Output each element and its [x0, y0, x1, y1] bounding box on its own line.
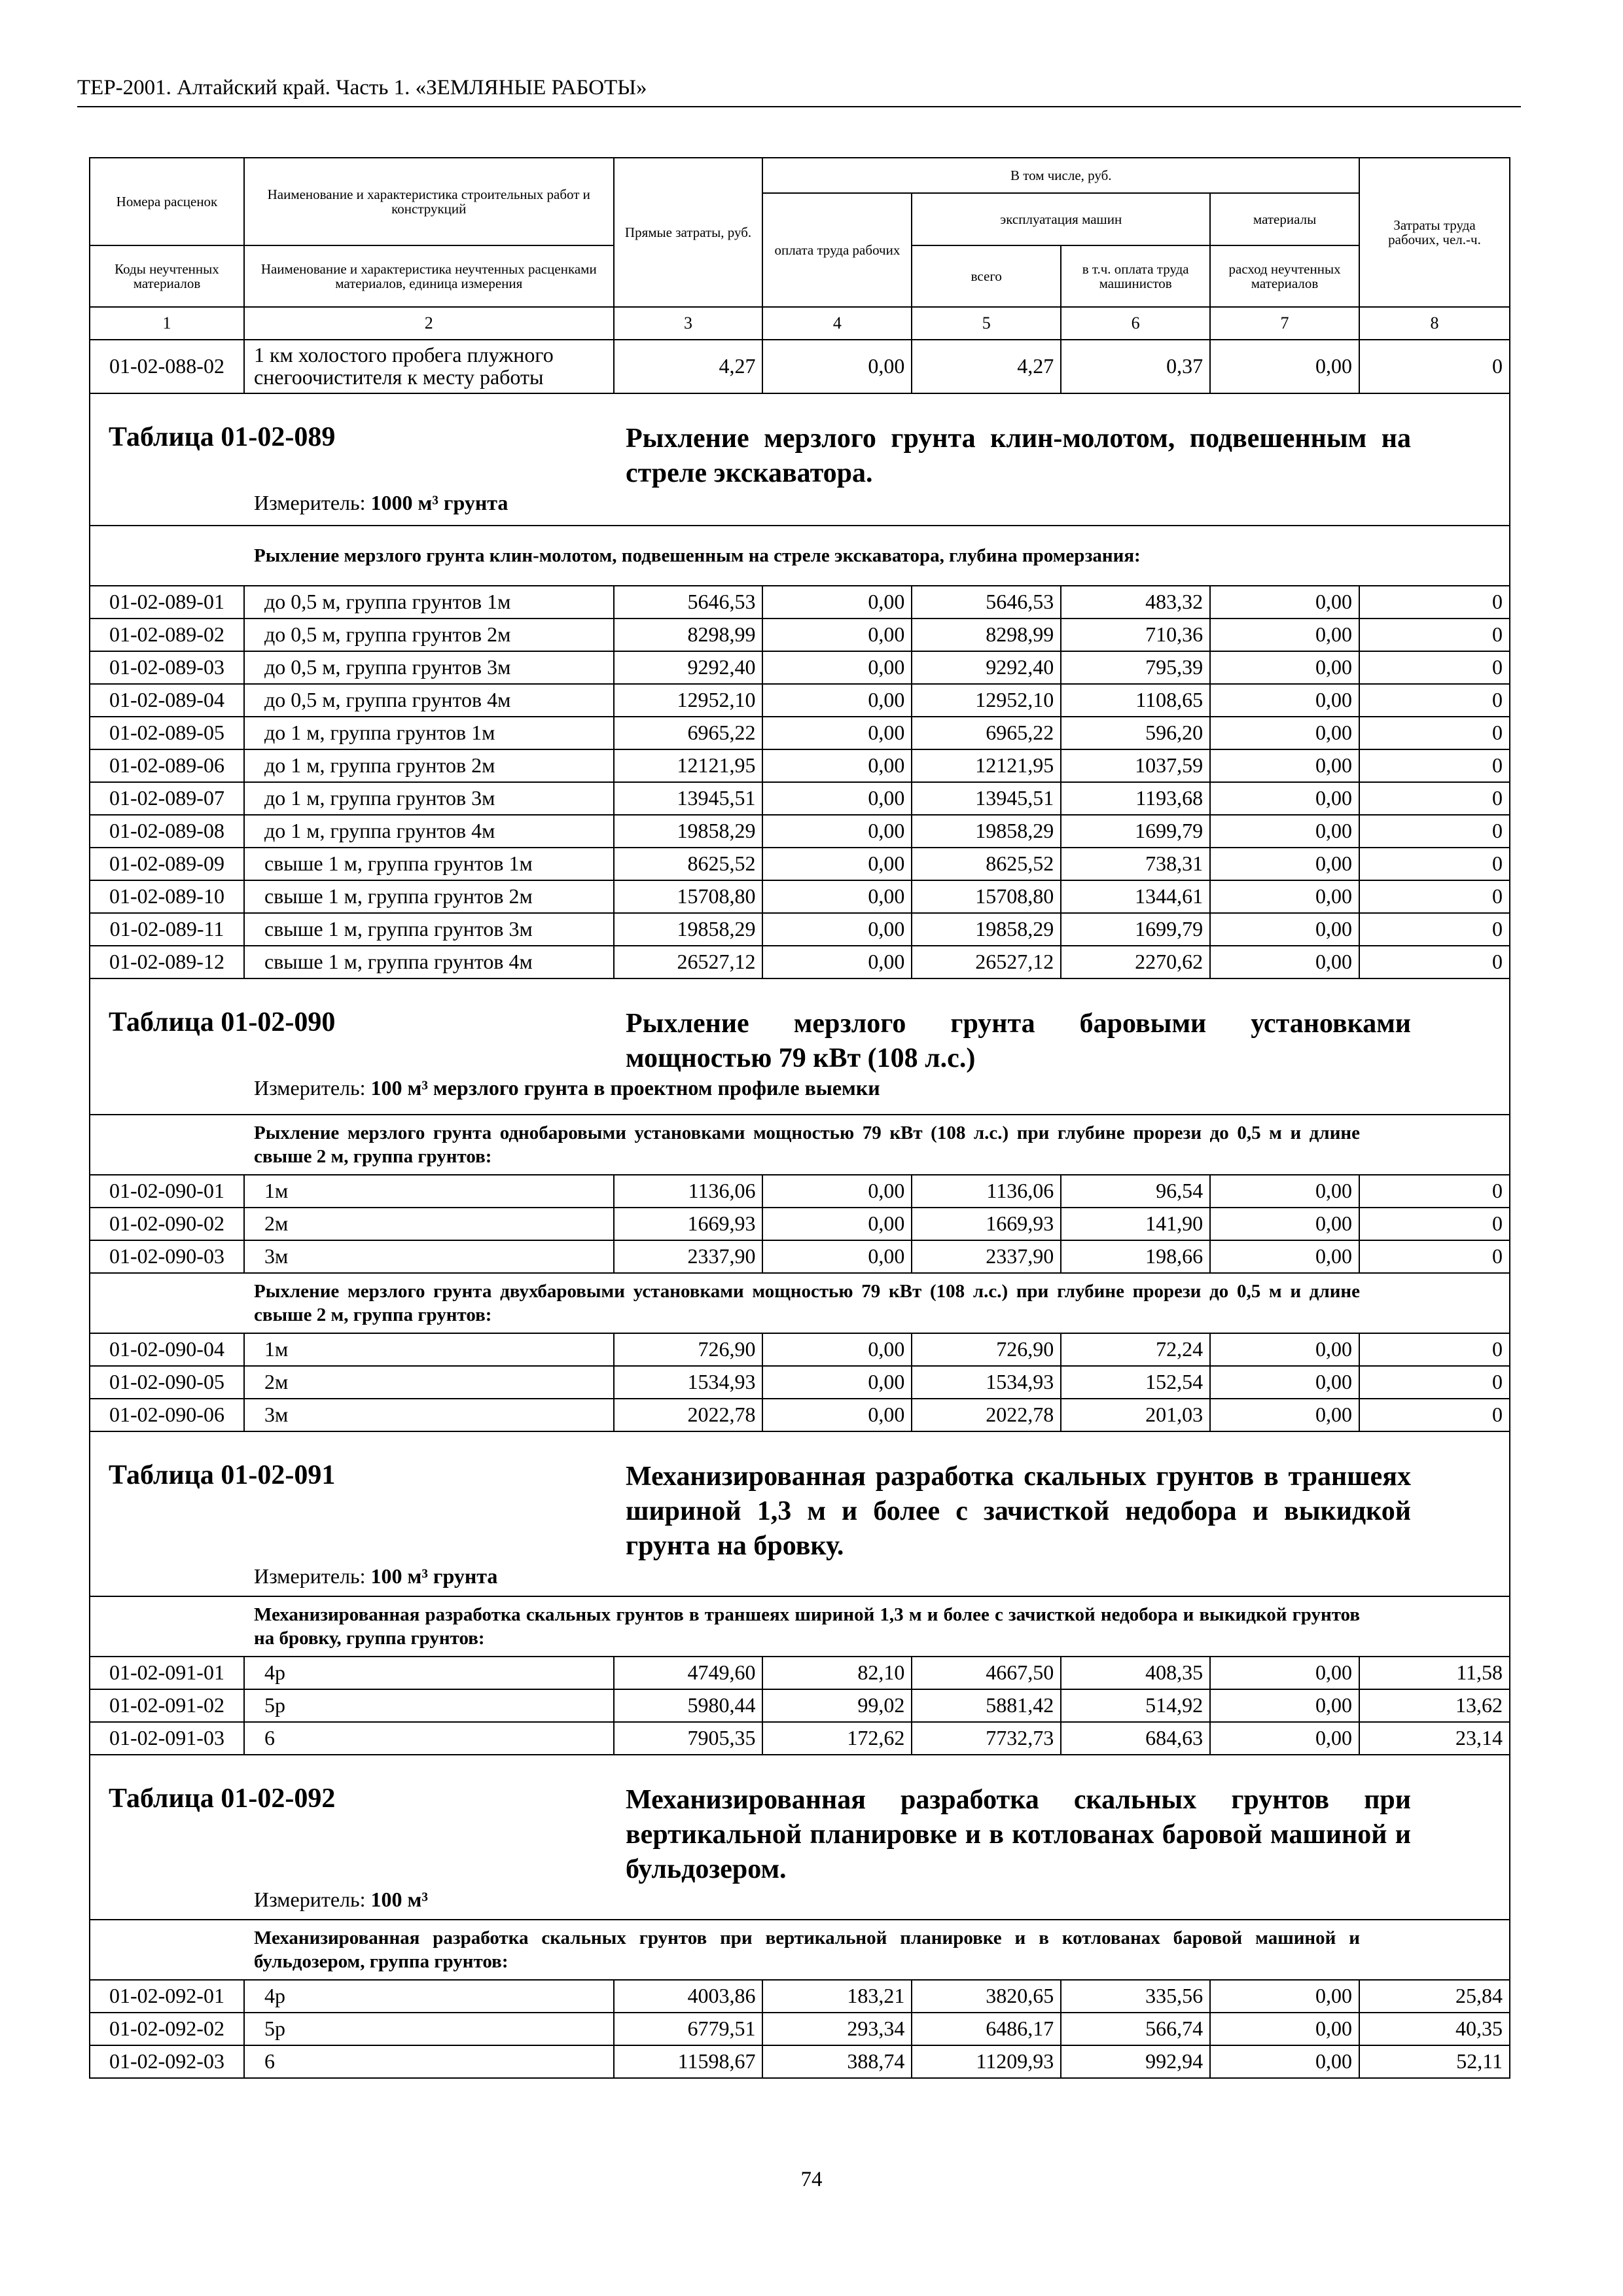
labor-hours: 0 — [1359, 749, 1510, 782]
materials-cost: 0,00 — [1210, 717, 1359, 749]
materials-cost: 0,00 — [1210, 1657, 1359, 1689]
labor-hours: 0 — [1359, 1366, 1510, 1399]
machine-cost: 26527,12 — [912, 946, 1061, 978]
table-row — [90, 1333, 1510, 1366]
rate-code: 01-02-091-03 — [90, 1722, 244, 1755]
rate-description: до 0,5 м, группа грунтов 4м — [244, 684, 614, 717]
rate-code: 01-02-091-01 — [90, 1657, 244, 1689]
materials-cost: 0,00 — [1210, 880, 1359, 913]
rate-code: 01-02-090-03 — [90, 1240, 244, 1273]
labor-cost: 99,02 — [762, 1689, 912, 1722]
direct-cost: 6779,51 — [614, 2013, 763, 2045]
materials-cost: 0,00 — [1210, 782, 1359, 815]
materials-cost: 0,00 — [1210, 1399, 1359, 1431]
machine-cost: 8625,52 — [912, 848, 1061, 880]
machine-cost: 726,90 — [912, 1333, 1061, 1366]
machine-cost: 8298,99 — [912, 619, 1061, 651]
direct-cost: 11598,67 — [614, 2045, 763, 2078]
measure-value: 100 м³ мерзлого грунта в проектном профиле выемки — [370, 1076, 880, 1100]
machine-cost: 4,27 — [912, 340, 1061, 393]
rate-description: до 1 м, группа грунтов 3м — [244, 782, 614, 815]
table-row — [90, 1689, 1510, 1722]
rate-code: 01-02-090-04 — [90, 1333, 244, 1366]
col-labor-hours-header: Затраты труда рабочих, чел.-ч. — [1359, 158, 1510, 307]
table-row — [90, 586, 1510, 619]
labor-hours: 0 — [1359, 946, 1510, 978]
direct-cost: 8298,99 — [614, 619, 763, 651]
direct-cost: 8625,52 — [614, 848, 763, 880]
measure-unit — [254, 1564, 497, 1588]
labor-hours: 0 — [1359, 717, 1510, 749]
materials-cost: 0,00 — [1210, 913, 1359, 946]
materials-cost: 0,00 — [1210, 1240, 1359, 1273]
column-number: 8 — [1359, 307, 1510, 340]
group-header-row — [90, 1115, 1510, 1175]
rate-description: 2м — [244, 1208, 614, 1240]
direct-cost: 15708,80 — [614, 880, 763, 913]
machine-cost: 15708,80 — [912, 880, 1061, 913]
materials-cost: 0,00 — [1210, 340, 1359, 393]
machinist-labor-cost: 514,92 — [1061, 1689, 1210, 1722]
machinist-labor-cost: 1699,79 — [1061, 815, 1210, 848]
table-row — [90, 651, 1510, 684]
machine-cost: 11209,93 — [912, 2045, 1061, 2078]
rate-code: 01-02-090-02 — [90, 1208, 244, 1240]
labor-hours: 0 — [1359, 815, 1510, 848]
header-rule — [77, 106, 1521, 107]
group-header-text: Рыхление мерзлого грунта однобаровыми установками мощностью 79 кВт (108 л.с.) при глубине прорези до 0,5 м и длине свыше 2 м, группа грунтов: — [254, 1122, 1360, 1167]
machinist-labor-cost: 1193,68 — [1061, 782, 1210, 815]
rate-code: 01-02-088-02 — [90, 340, 244, 393]
measure-unit — [254, 1888, 428, 1912]
rate-code: 01-02-089-12 — [90, 946, 244, 978]
col-mat-usage-header: расход неучтенных материалов — [1210, 245, 1359, 307]
table-row — [90, 782, 1510, 815]
machinist-labor-cost: 141,90 — [1061, 1208, 1210, 1240]
page-header-title: ТЕР-2001. Алтайский край. Часть 1. «ЗЕМЛЯНЫЕ РАБОТЫ» — [77, 76, 647, 99]
materials-cost: 0,00 — [1210, 815, 1359, 848]
machine-cost: 1669,93 — [912, 1208, 1061, 1240]
rate-code: 01-02-090-05 — [90, 1366, 244, 1399]
measure-unit — [254, 491, 508, 515]
rate-description: 1м — [244, 1175, 614, 1208]
col-materials-header: материалы — [1210, 193, 1359, 245]
page-number: 74 — [800, 2168, 823, 2191]
machine-cost: 1534,93 — [912, 1366, 1061, 1399]
labor-hours: 11,58 — [1359, 1657, 1510, 1689]
labor-cost: 0,00 — [762, 1366, 912, 1399]
column-number: 3 — [614, 307, 763, 340]
rate-description: 6 — [244, 2045, 614, 2078]
table-089-rows — [90, 586, 1510, 978]
col-mat-names-header: Наименование и характеристика неучтенных расценками материалов, единица измерения — [244, 245, 614, 307]
group-header-text: Механизированная разработка скальных грунтов при вертикальной планировке и в котлованах баровой машиной и бульдозером, группа грунтов: — [254, 1927, 1360, 1972]
rate-code: 01-02-092-02 — [90, 2013, 244, 2045]
rate-code: 01-02-090-01 — [90, 1175, 244, 1208]
labor-hours: 0 — [1359, 1333, 1510, 1366]
machinist-labor-cost: 335,56 — [1061, 1980, 1210, 2013]
rate-code: 01-02-092-03 — [90, 2045, 244, 2078]
table-row — [90, 1366, 1510, 1399]
direct-cost: 26527,12 — [614, 946, 763, 978]
machine-cost: 7732,73 — [912, 1722, 1061, 1755]
labor-hours: 0 — [1359, 1399, 1510, 1431]
group-header-row — [90, 1920, 1510, 1980]
direct-cost: 6965,22 — [614, 717, 763, 749]
materials-cost: 0,00 — [1210, 1980, 1359, 2013]
machinist-labor-cost: 198,66 — [1061, 1240, 1210, 1273]
machinist-labor-cost: 710,36 — [1061, 619, 1210, 651]
labor-cost: 82,10 — [762, 1657, 912, 1689]
machinist-labor-cost: 483,32 — [1061, 586, 1210, 619]
machinist-labor-cost: 738,31 — [1061, 848, 1210, 880]
materials-cost: 0,00 — [1210, 2013, 1359, 2045]
column-number: 2 — [244, 307, 614, 340]
group-header-row — [90, 1596, 1510, 1657]
measure-label: Измеритель: — [254, 1076, 366, 1100]
table-row — [90, 1980, 1510, 2013]
machine-cost: 9292,40 — [912, 651, 1061, 684]
table-row — [90, 1175, 1510, 1208]
col-mach-labor-header: в т.ч. оплата труда машинистов — [1061, 245, 1210, 307]
table-090-rows-2 — [90, 1333, 1510, 1431]
labor-cost: 0,00 — [762, 717, 912, 749]
labor-cost: 0,00 — [762, 1333, 912, 1366]
direct-cost: 2022,78 — [614, 1399, 763, 1431]
rate-code: 01-02-089-06 — [90, 749, 244, 782]
table-section-header — [90, 1755, 1510, 1920]
rate-description: свыше 1 м, группа грунтов 4м — [244, 946, 614, 978]
labor-hours: 0 — [1359, 651, 1510, 684]
measure-value: 100 м³ грунта — [370, 1564, 498, 1588]
group-header-text: Механизированная разработка скальных грунтов в траншеях шириной 1,3 м и более с зачисткой недобора и выкидкой грунтов на бровку, группа грунтов: — [254, 1604, 1360, 1649]
direct-cost: 19858,29 — [614, 815, 763, 848]
table-row — [90, 619, 1510, 651]
machinist-labor-cost: 1344,61 — [1061, 880, 1210, 913]
labor-cost: 0,00 — [762, 684, 912, 717]
machine-cost: 5646,53 — [912, 586, 1061, 619]
machine-cost: 12952,10 — [912, 684, 1061, 717]
table-row — [90, 1208, 1510, 1240]
col-mat-codes-header: Коды неучтенных материалов — [90, 245, 244, 307]
direct-cost: 12121,95 — [614, 749, 763, 782]
machine-cost: 19858,29 — [912, 913, 1061, 946]
table-number: Таблица 01-02-091 — [109, 1460, 336, 1490]
labor-cost: 0,00 — [762, 619, 912, 651]
labor-cost: 0,00 — [762, 1175, 912, 1208]
labor-hours: 0 — [1359, 619, 1510, 651]
table-number: Таблица 01-02-092 — [109, 1784, 336, 1814]
rate-code: 01-02-089-10 — [90, 880, 244, 913]
labor-cost: 0,00 — [762, 1240, 912, 1273]
labor-cost: 183,21 — [762, 1980, 912, 2013]
machine-cost: 4667,50 — [912, 1657, 1061, 1689]
materials-cost: 0,00 — [1210, 1333, 1359, 1366]
rate-code: 01-02-089-07 — [90, 782, 244, 815]
measure-label: Измеритель: — [254, 1564, 366, 1588]
labor-cost: 0,00 — [762, 913, 912, 946]
table-row — [90, 340, 1510, 393]
rate-code: 01-02-089-01 — [90, 586, 244, 619]
machinist-labor-cost: 72,24 — [1061, 1333, 1210, 1366]
table-row — [90, 880, 1510, 913]
col-rate-no-header: Номера расценок — [90, 158, 244, 245]
table-header — [90, 158, 1510, 340]
table-number: Таблица 01-02-090 — [109, 1007, 336, 1037]
materials-cost: 0,00 — [1210, 946, 1359, 978]
rate-description: 3м — [244, 1240, 614, 1273]
table-row — [90, 946, 1510, 978]
direct-cost: 4003,86 — [614, 1980, 763, 2013]
rate-code: 01-02-090-06 — [90, 1399, 244, 1431]
labor-hours: 13,62 — [1359, 1689, 1510, 1722]
table-row — [90, 1657, 1510, 1689]
rate-code: 01-02-089-09 — [90, 848, 244, 880]
rate-code: 01-02-089-02 — [90, 619, 244, 651]
direct-cost: 9292,40 — [614, 651, 763, 684]
labor-cost: 0,00 — [762, 651, 912, 684]
labor-cost: 0,00 — [762, 1399, 912, 1431]
labor-cost: 0,00 — [762, 880, 912, 913]
table-090-rows-1 — [90, 1175, 1510, 1273]
machine-cost: 6965,22 — [912, 717, 1061, 749]
column-number: 5 — [912, 307, 1061, 340]
materials-cost: 0,00 — [1210, 749, 1359, 782]
machine-cost: 2022,78 — [912, 1399, 1061, 1431]
rate-description: 1м — [244, 1333, 614, 1366]
rate-description: 4р — [244, 1980, 614, 2013]
rate-code: 01-02-089-11 — [90, 913, 244, 946]
rate-description: 5р — [244, 2013, 614, 2045]
labor-hours: 0 — [1359, 1240, 1510, 1273]
materials-cost: 0,00 — [1210, 1208, 1359, 1240]
table-row — [90, 749, 1510, 782]
materials-cost: 0,00 — [1210, 1689, 1359, 1722]
col-direct-header: Прямые затраты, руб. — [614, 158, 763, 307]
measure-value: 1000 м³ грунта — [370, 491, 508, 514]
materials-cost: 0,00 — [1210, 848, 1359, 880]
table-row — [90, 2045, 1510, 2078]
machinist-labor-cost: 152,54 — [1061, 1366, 1210, 1399]
column-number: 7 — [1210, 307, 1359, 340]
machine-cost: 19858,29 — [912, 815, 1061, 848]
machinist-labor-cost: 992,94 — [1061, 2045, 1210, 2078]
table-number: Таблица 01-02-089 — [109, 422, 336, 452]
labor-hours: 0 — [1359, 782, 1510, 815]
materials-cost: 0,00 — [1210, 684, 1359, 717]
table-section-header — [90, 1431, 1510, 1596]
materials-cost: 0,00 — [1210, 1722, 1359, 1755]
direct-cost: 5646,53 — [614, 586, 763, 619]
machinist-labor-cost: 408,35 — [1061, 1657, 1210, 1689]
group-header-row — [90, 526, 1510, 586]
direct-cost: 2337,90 — [614, 1240, 763, 1273]
labor-hours: 0 — [1359, 1208, 1510, 1240]
direct-cost: 7905,35 — [614, 1722, 763, 1755]
labor-hours: 0 — [1359, 880, 1510, 913]
group-header-row — [90, 1273, 1510, 1333]
measure-value: 100 м³ — [370, 1888, 428, 1911]
column-numbers-row — [90, 307, 1510, 340]
labor-hours: 0 — [1359, 684, 1510, 717]
machinist-labor-cost: 596,20 — [1061, 717, 1210, 749]
labor-hours: 0 — [1359, 1175, 1510, 1208]
labor-cost: 0,00 — [762, 946, 912, 978]
rate-description: свыше 1 м, группа грунтов 3м — [244, 913, 614, 946]
machinist-labor-cost: 566,74 — [1061, 2013, 1210, 2045]
table-row — [90, 2013, 1510, 2045]
table-092-rows — [90, 1980, 1510, 2078]
table-section-header — [90, 393, 1510, 526]
direct-cost: 12952,10 — [614, 684, 763, 717]
group-header-text: Рыхление мерзлого грунта клин-молотом, подвешенным на стреле экскаватора, глубина промерзания: — [254, 545, 1141, 566]
rate-code: 01-02-089-03 — [90, 651, 244, 684]
machinist-labor-cost: 0,37 — [1061, 340, 1210, 393]
col-machines-header: эксплуатация машин — [912, 193, 1210, 245]
machine-cost: 2337,90 — [912, 1240, 1061, 1273]
table-row — [90, 1240, 1510, 1273]
labor-cost: 0,00 — [762, 782, 912, 815]
col-labor-header: оплата труда рабочих — [762, 193, 912, 307]
direct-cost: 19858,29 — [614, 913, 763, 946]
labor-cost: 0,00 — [762, 340, 912, 393]
direct-cost: 13945,51 — [614, 782, 763, 815]
labor-hours: 25,84 — [1359, 1980, 1510, 2013]
rate-description: до 1 м, группа грунтов 1м — [244, 717, 614, 749]
labor-cost: 388,74 — [762, 2045, 912, 2078]
table-title: Механизированная разработка скальных грунтов при вертикальной планировке и в котлованах баровой машиной и бульдозером. — [626, 1785, 1411, 1884]
materials-cost: 0,00 — [1210, 651, 1359, 684]
machine-cost: 3820,65 — [912, 1980, 1061, 2013]
rate-description: 1 км холостого пробега плужного снегоочистителя к месту работы — [244, 340, 614, 393]
table-title: Рыхление мерзлого грунта клин-молотом, подвешенным на стреле экскаватора. — [626, 423, 1411, 488]
labor-hours: 0 — [1359, 913, 1510, 946]
labor-hours: 0 — [1359, 848, 1510, 880]
labor-hours: 52,11 — [1359, 2045, 1510, 2078]
col-including-header: В том числе, руб. — [762, 158, 1359, 193]
column-number: 6 — [1061, 307, 1210, 340]
table-title: Рыхление мерзлого грунта баровыми установками мощностью 79 кВт (108 л.с.) — [626, 1009, 1411, 1073]
machinist-labor-cost: 1699,79 — [1061, 913, 1210, 946]
rate-description: 3м — [244, 1399, 614, 1431]
rate-description: свыше 1 м, группа грунтов 2м — [244, 880, 614, 913]
rate-description: до 1 м, группа грунтов 4м — [244, 815, 614, 848]
machine-cost: 13945,51 — [912, 782, 1061, 815]
labor-hours: 23,14 — [1359, 1722, 1510, 1755]
table-section-header — [90, 978, 1510, 1115]
measure-label: Измеритель: — [254, 491, 366, 514]
labor-hours: 0 — [1359, 340, 1510, 393]
machine-cost: 6486,17 — [912, 2013, 1061, 2045]
rate-description: до 0,5 м, группа грунтов 3м — [244, 651, 614, 684]
machine-cost: 1136,06 — [912, 1175, 1061, 1208]
machinist-labor-cost: 1037,59 — [1061, 749, 1210, 782]
table-row — [90, 815, 1510, 848]
direct-cost: 726,90 — [614, 1333, 763, 1366]
labor-cost: 0,00 — [762, 815, 912, 848]
table-row — [90, 684, 1510, 717]
materials-cost: 0,00 — [1210, 619, 1359, 651]
table-row — [90, 913, 1510, 946]
machinist-labor-cost: 96,54 — [1061, 1175, 1210, 1208]
direct-cost: 4,27 — [614, 340, 763, 393]
labor-hours: 40,35 — [1359, 2013, 1510, 2045]
rate-code: 01-02-089-05 — [90, 717, 244, 749]
labor-hours: 0 — [1359, 586, 1510, 619]
labor-cost: 0,00 — [762, 749, 912, 782]
direct-cost: 1534,93 — [614, 1366, 763, 1399]
materials-cost: 0,00 — [1210, 586, 1359, 619]
machinist-labor-cost: 795,39 — [1061, 651, 1210, 684]
rates-table — [89, 157, 1510, 2079]
labor-cost: 293,34 — [762, 2013, 912, 2045]
direct-cost: 1669,93 — [614, 1208, 763, 1240]
rate-description: до 1 м, группа грунтов 2м — [244, 749, 614, 782]
machine-cost: 5881,42 — [912, 1689, 1061, 1722]
table-091-rows — [90, 1657, 1510, 1755]
machinist-labor-cost: 201,03 — [1061, 1399, 1210, 1431]
rate-description: свыше 1 м, группа грунтов 1м — [244, 848, 614, 880]
rate-description: 5р — [244, 1689, 614, 1722]
rate-description: 6 — [244, 1722, 614, 1755]
group-header-text: Рыхление мерзлого грунта двухбаровыми установками мощностью 79 кВт (108 л.с.) при глубине прорези до 0,5 м и длине свыше 2 м, группа грунтов: — [254, 1280, 1360, 1325]
rate-code: 01-02-091-02 — [90, 1689, 244, 1722]
rate-code: 01-02-089-04 — [90, 684, 244, 717]
table-title: Механизированная разработка скальных грунтов в траншеях шириной 1,3 м и более с зачисткой недобора и выкидкой грунта на бровку. — [626, 1462, 1411, 1561]
materials-cost: 0,00 — [1210, 2045, 1359, 2078]
column-number: 4 — [762, 307, 912, 340]
machinist-labor-cost: 684,63 — [1061, 1722, 1210, 1755]
labor-cost: 0,00 — [762, 1208, 912, 1240]
rate-description: 4р — [244, 1657, 614, 1689]
rate-code: 01-02-089-08 — [90, 815, 244, 848]
table-row — [90, 717, 1510, 749]
col-name-header: Наименование и характеристика строительных работ и конструкций — [244, 158, 614, 245]
direct-cost: 4749,60 — [614, 1657, 763, 1689]
table-row — [90, 1399, 1510, 1431]
direct-cost: 5980,44 — [614, 1689, 763, 1722]
machinist-labor-cost: 1108,65 — [1061, 684, 1210, 717]
measure-unit — [254, 1076, 880, 1100]
table-row — [90, 848, 1510, 880]
measure-label: Измеритель: — [254, 1888, 366, 1911]
machine-cost: 12121,95 — [912, 749, 1061, 782]
rate-description: до 0,5 м, группа грунтов 1м — [244, 586, 614, 619]
direct-cost: 1136,06 — [614, 1175, 763, 1208]
labor-cost: 0,00 — [762, 848, 912, 880]
materials-cost: 0,00 — [1210, 1366, 1359, 1399]
col-mach-total-header: всего — [912, 245, 1061, 307]
rate-code: 01-02-092-01 — [90, 1980, 244, 2013]
rate-description: до 0,5 м, группа грунтов 2м — [244, 619, 614, 651]
labor-cost: 0,00 — [762, 586, 912, 619]
table-row — [90, 1722, 1510, 1755]
rate-description: 2м — [244, 1366, 614, 1399]
labor-cost: 172,62 — [762, 1722, 912, 1755]
materials-cost: 0,00 — [1210, 1175, 1359, 1208]
machinist-labor-cost: 2270,62 — [1061, 946, 1210, 978]
column-number: 1 — [90, 307, 244, 340]
